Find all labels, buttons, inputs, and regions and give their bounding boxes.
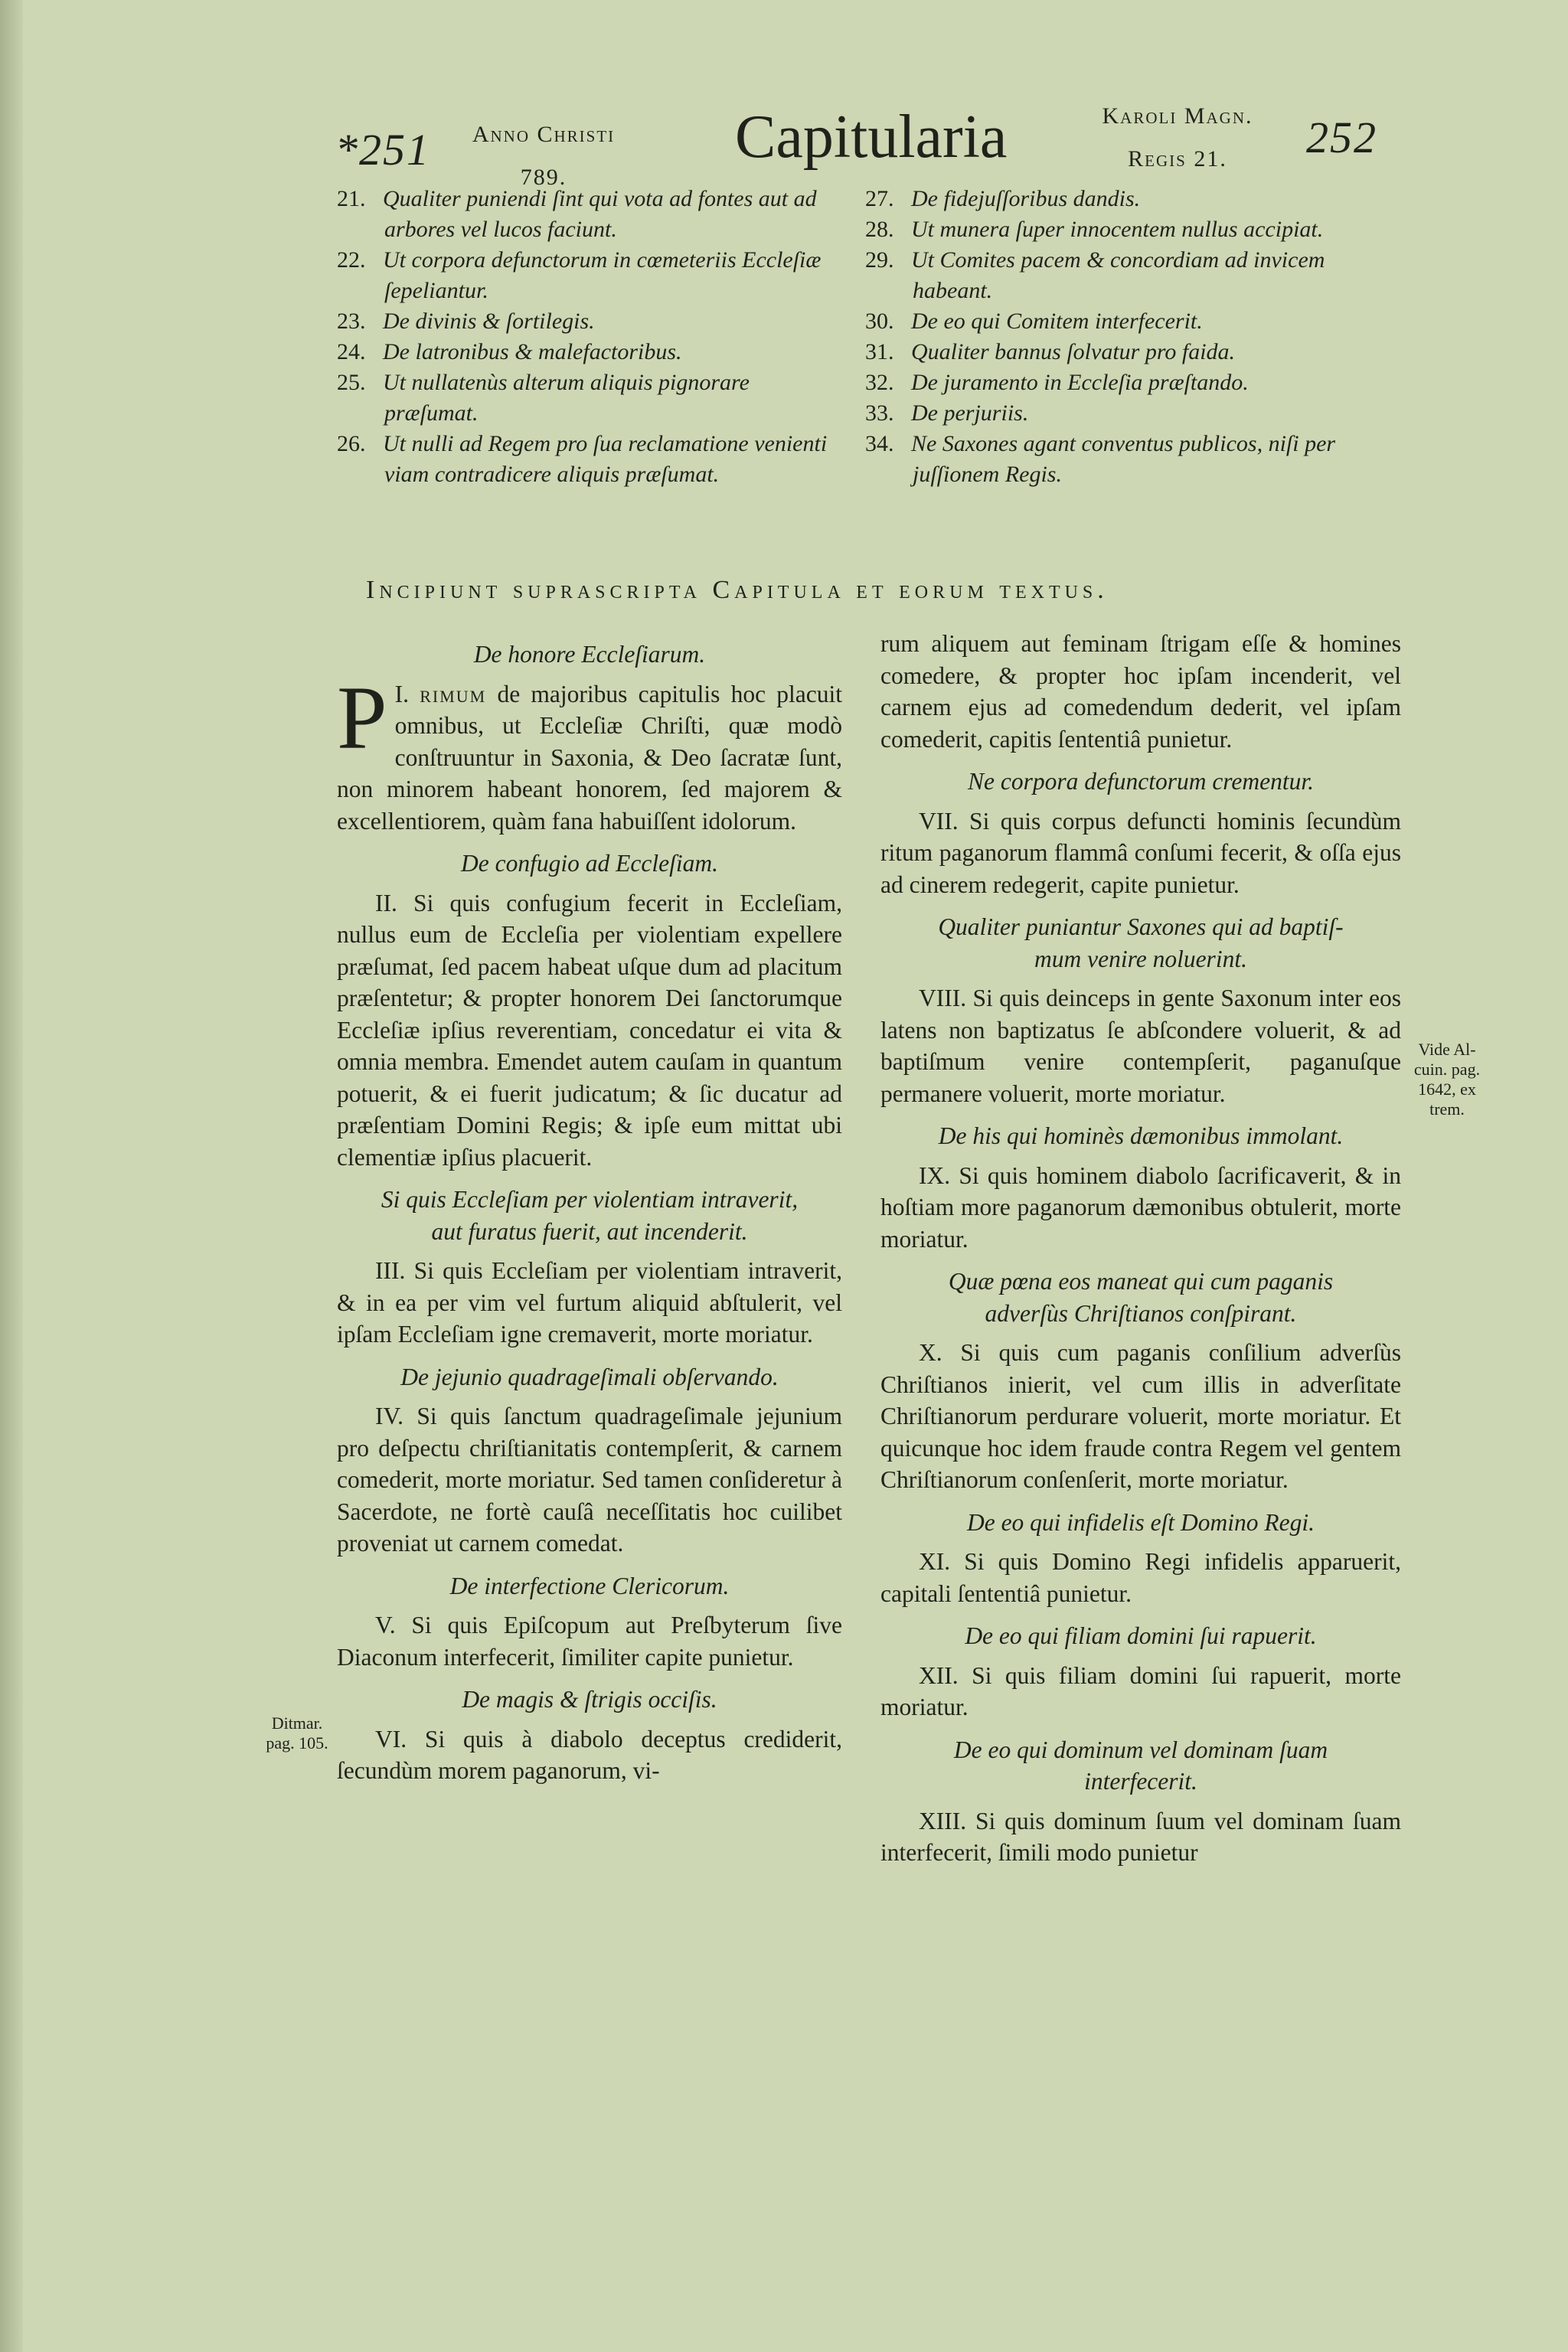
anno-year: 789. [520,165,567,190]
article-paragraph: IX. Si quis hominem diabolo ſacrificaverit, & in hoſtiam more paganorum dæmonibus obtulerit, morte moriatur. [880,1161,1401,1253]
toc-left-column [337,184,842,490]
toc-text: Ne Saxones agant conventus publicos, niſi per juſſionem Regis. [911,431,1336,487]
rubric: De confugio ad Eccleſiam. [461,850,718,877]
article-paragraph: XIII. Si quis dominum ſuum vel dominam ſuam interfecerit, ſimili modo punietur [880,1807,1401,1866]
toc-text: Qualiter puniendi ſint qui vota ad fontes aut ad arbores vel lucos faciunt. [383,186,817,242]
toc-item [865,306,1409,337]
body-column-left [337,628,842,1787]
article-paragraph: IV. Si quis ſanctum quadrageſimale jejunium pro deſpectu chriſtianitatis contempſerit, & carnem comederit, morte moriatur. Sed tamen conſideretur à Sacerdote, ne fortè cauſâ neceſſitatis hoc cuilibet proveniat ut carnem comedat. [337,1403,842,1557]
margin-note-line: Vide Al- [1418,1040,1476,1059]
karoli-heading [1070,95,1285,181]
margin-note-ditmar [259,1713,335,1753]
toc-item [865,337,1409,368]
rubric [880,1266,1401,1329]
toc-number: 30. [865,309,894,334]
toc-text: De fidejuſſoribus dandis. [911,186,1141,211]
toc-number: 31. [865,339,894,364]
rubric: Ne corpora defunctorum crementur. [967,768,1314,795]
toc-text: De eo qui Comitem interfecerit. [911,309,1203,334]
toc-number: 29. [865,247,894,273]
toc-text: De perjuriis. [911,400,1029,426]
toc-number: 33. [865,400,894,426]
rubric: De honore Eccleſiarum. [473,641,706,668]
toc-number: 27. [865,186,894,211]
toc-number: 24. [337,339,366,364]
toc-right-column [865,184,1409,490]
toc-item [337,368,842,429]
toc-text: Ut nulli ad Regem pro ſua reclamatione venienti viam contradicere aliquis præſumat. [383,431,828,487]
toc-text: Qualiter bannus ſolvatur pro faida. [911,339,1236,364]
toc-text: Ut Comites pacem & concordiam ad invicem habeant. [911,247,1325,303]
toc-item [337,245,842,306]
toc-item [337,429,842,490]
margin-note-alcuin [1409,1040,1485,1119]
margin-note-line: Ditmar. [271,1713,323,1733]
rubric-line: Si quis Eccleſiam per violentiam intraverit, [381,1186,799,1213]
article-paragraph: III. Si quis Eccleſiam per violentiam intraverit, & in ea per vim vel furtum aliquid abſtulerit, vel ipſam Eccleſiam igne cremaverit, morte moriatur. [337,1257,842,1348]
margin-note-line: 1642, ex [1418,1080,1476,1099]
toc-number: 26. [337,431,366,456]
toc-text: Ut nullatenùs alterum aliquis pignorare præſumat. [383,370,750,426]
article-paragraph: XII. Si quis filiam domini ſui rapuerit, morte moriatur. [880,1661,1401,1720]
rubric [880,911,1401,975]
rubric-line: aut furatus fuerit, aut incenderit. [431,1217,748,1245]
section-heading: Incipiunt suprascripta Capitula et eorum textus. [366,576,1109,604]
toc-item [865,184,1409,214]
karoli-label: Karoli Magn. [1102,103,1253,129]
rubric: De magis & ſtrigis occiſis. [462,1686,717,1713]
toc-item [865,429,1409,490]
rubric-line: adverſùs Chriſtianos conſpirant. [985,1299,1297,1327]
article-paragraph: VI. Si quis à diabolo deceptus crediderit, ſecundùm morem paganorum, vi- [337,1725,842,1784]
article-paragraph: V. Si quis Epiſcopum aut Preſbyterum ſive Diaconum interfecerit, ſimiliter capite punietur. [337,1612,842,1671]
toc-text: De juramento in Eccleſia præſtando. [911,370,1249,395]
article-text: de majoribus capitulis hoc placuit omnibus, ut Eccleſiæ Chriſti, quæ modò conſtruuntur in Saxonia, & Deo ſacratæ ſunt, non minorem habeant honorem, ſed majorem & excellentiorem, quàm fana habuiſſent idolorum. [337,680,842,835]
toc-number: 32. [865,370,894,395]
opening-word: rimum [420,680,487,707]
regis-year: Regis 21. [1128,146,1227,172]
margin-note-line: cuin. pag. [1413,1060,1481,1079]
rubric-line: interfecerit. [1084,1768,1197,1795]
article-paragraph: VII. Si quis corpus defuncti hominis ſecundùm ritum paganorum flammâ conſumi fecerit, & oſſa ejus ad cinerem redegerit, capite punietur. [880,807,1401,898]
toc-item [337,306,842,337]
anno-label: Anno Christi [472,122,616,147]
rubric: De jejunio quadrageſimali obſervando. [400,1363,779,1390]
toc-text: Ut munera ſuper innocentem nullus accipiat. [911,217,1324,242]
toc-item [865,368,1409,398]
rubric: De interfectione Clericorum. [449,1572,730,1599]
rubric: De eo qui filiam domini ſui rapuerit. [965,1622,1317,1649]
toc-item [865,398,1409,429]
toc-item [865,214,1409,245]
page-number-left: *251 [335,125,430,175]
rubric-line: Quæ pœna eos maneat qui cum paganis [948,1268,1334,1295]
article-paragraph: rum aliquem aut feminam ſtrigam eſſe & homines comedere, & propter hoc ipſam incenderit, vel carnem ejus ad comedendum dederit, vel ipſam comederit, capitis ſententiâ punietur. [880,630,1401,753]
toc-number: 23. [337,309,366,334]
article-paragraph: X. Si quis cum paganis conſilium adverſùs Chriſtianos inierit, vel cum illis in adverſitate Chriſtianorum perdurare voluerit, morte moriatur. Et quicunque hoc idem fraude contra Regem vel gentem Chriſtianorum conſenſerit, morte moriatur. [880,1339,1401,1493]
toc-item [865,245,1409,306]
rubric: De his qui hominès dæmonibus immolant. [938,1122,1344,1149]
page-number-right: 252 [1306,113,1377,162]
drop-capital: P [337,667,387,768]
article-paragraph: II. Si quis confugium fecerit in Eccleſiam, nullus eum de Eccleſia per violentiam expellere præſumat, ſed pacem habeat uſque dum ad placitum præſentetur; & propter honorem Dei ſanctorumque Eccleſiæ ipſius reverentiam, concedatur ei vita & omnia membra. Emendet autem cauſam in quantum potuerit, & ei fuerit judicatum; & ſic ducatur ad præſentiam Domini Regis; & ipſe eum mittat ubi clementiæ ipſius placuerit. [337,889,842,1171]
toc-item [337,337,842,368]
toc-number: 34. [865,431,894,456]
margin-note-line: pag. 105. [266,1733,328,1753]
toc-number: 21. [337,186,366,211]
article-number: I. [394,680,410,707]
rubric-line: De eo qui dominum vel dominam ſuam [953,1736,1328,1763]
running-header [0,77,1568,190]
toc-text: De divinis & ſortilegis. [383,309,595,334]
rubric: De eo qui infidelis eſt Domino Regi. [966,1508,1315,1536]
toc-text: Ut corpora defunctorum in cœmeteriis Eccleſiæ ſepeliantur. [383,247,822,303]
article-paragraph: XI. Si quis Domino Regi infidelis apparuerit, capitali ſententiâ punietur. [880,1548,1401,1607]
toc-number: 22. [337,247,366,273]
body-column-right [880,628,1401,1869]
margin-note-line: trem. [1429,1099,1465,1119]
rubric-line: mum venire noluerint. [1034,945,1247,972]
running-title: Capitularia [735,103,1008,171]
page-gutter-shadow [0,0,23,2352]
article-paragraph [337,667,842,838]
toc-number: 25. [337,370,366,395]
rubric [880,1734,1401,1798]
article-paragraph: VIII. Si quis deinceps in gente Saxonum inter eos latens non baptizatus ſe abſcondere voluerit, & ad baptiſmum venire contempſerit, paganuſque permanere voluerit, morte moriatur. [880,985,1401,1107]
rubric-line: Qualiter puniantur Saxones qui ad baptiſ- [938,913,1344,940]
rubric [337,1184,842,1247]
toc-text: De latronibus & malefactoribus. [383,339,682,364]
toc-item [337,184,842,245]
toc-number: 28. [865,217,894,242]
